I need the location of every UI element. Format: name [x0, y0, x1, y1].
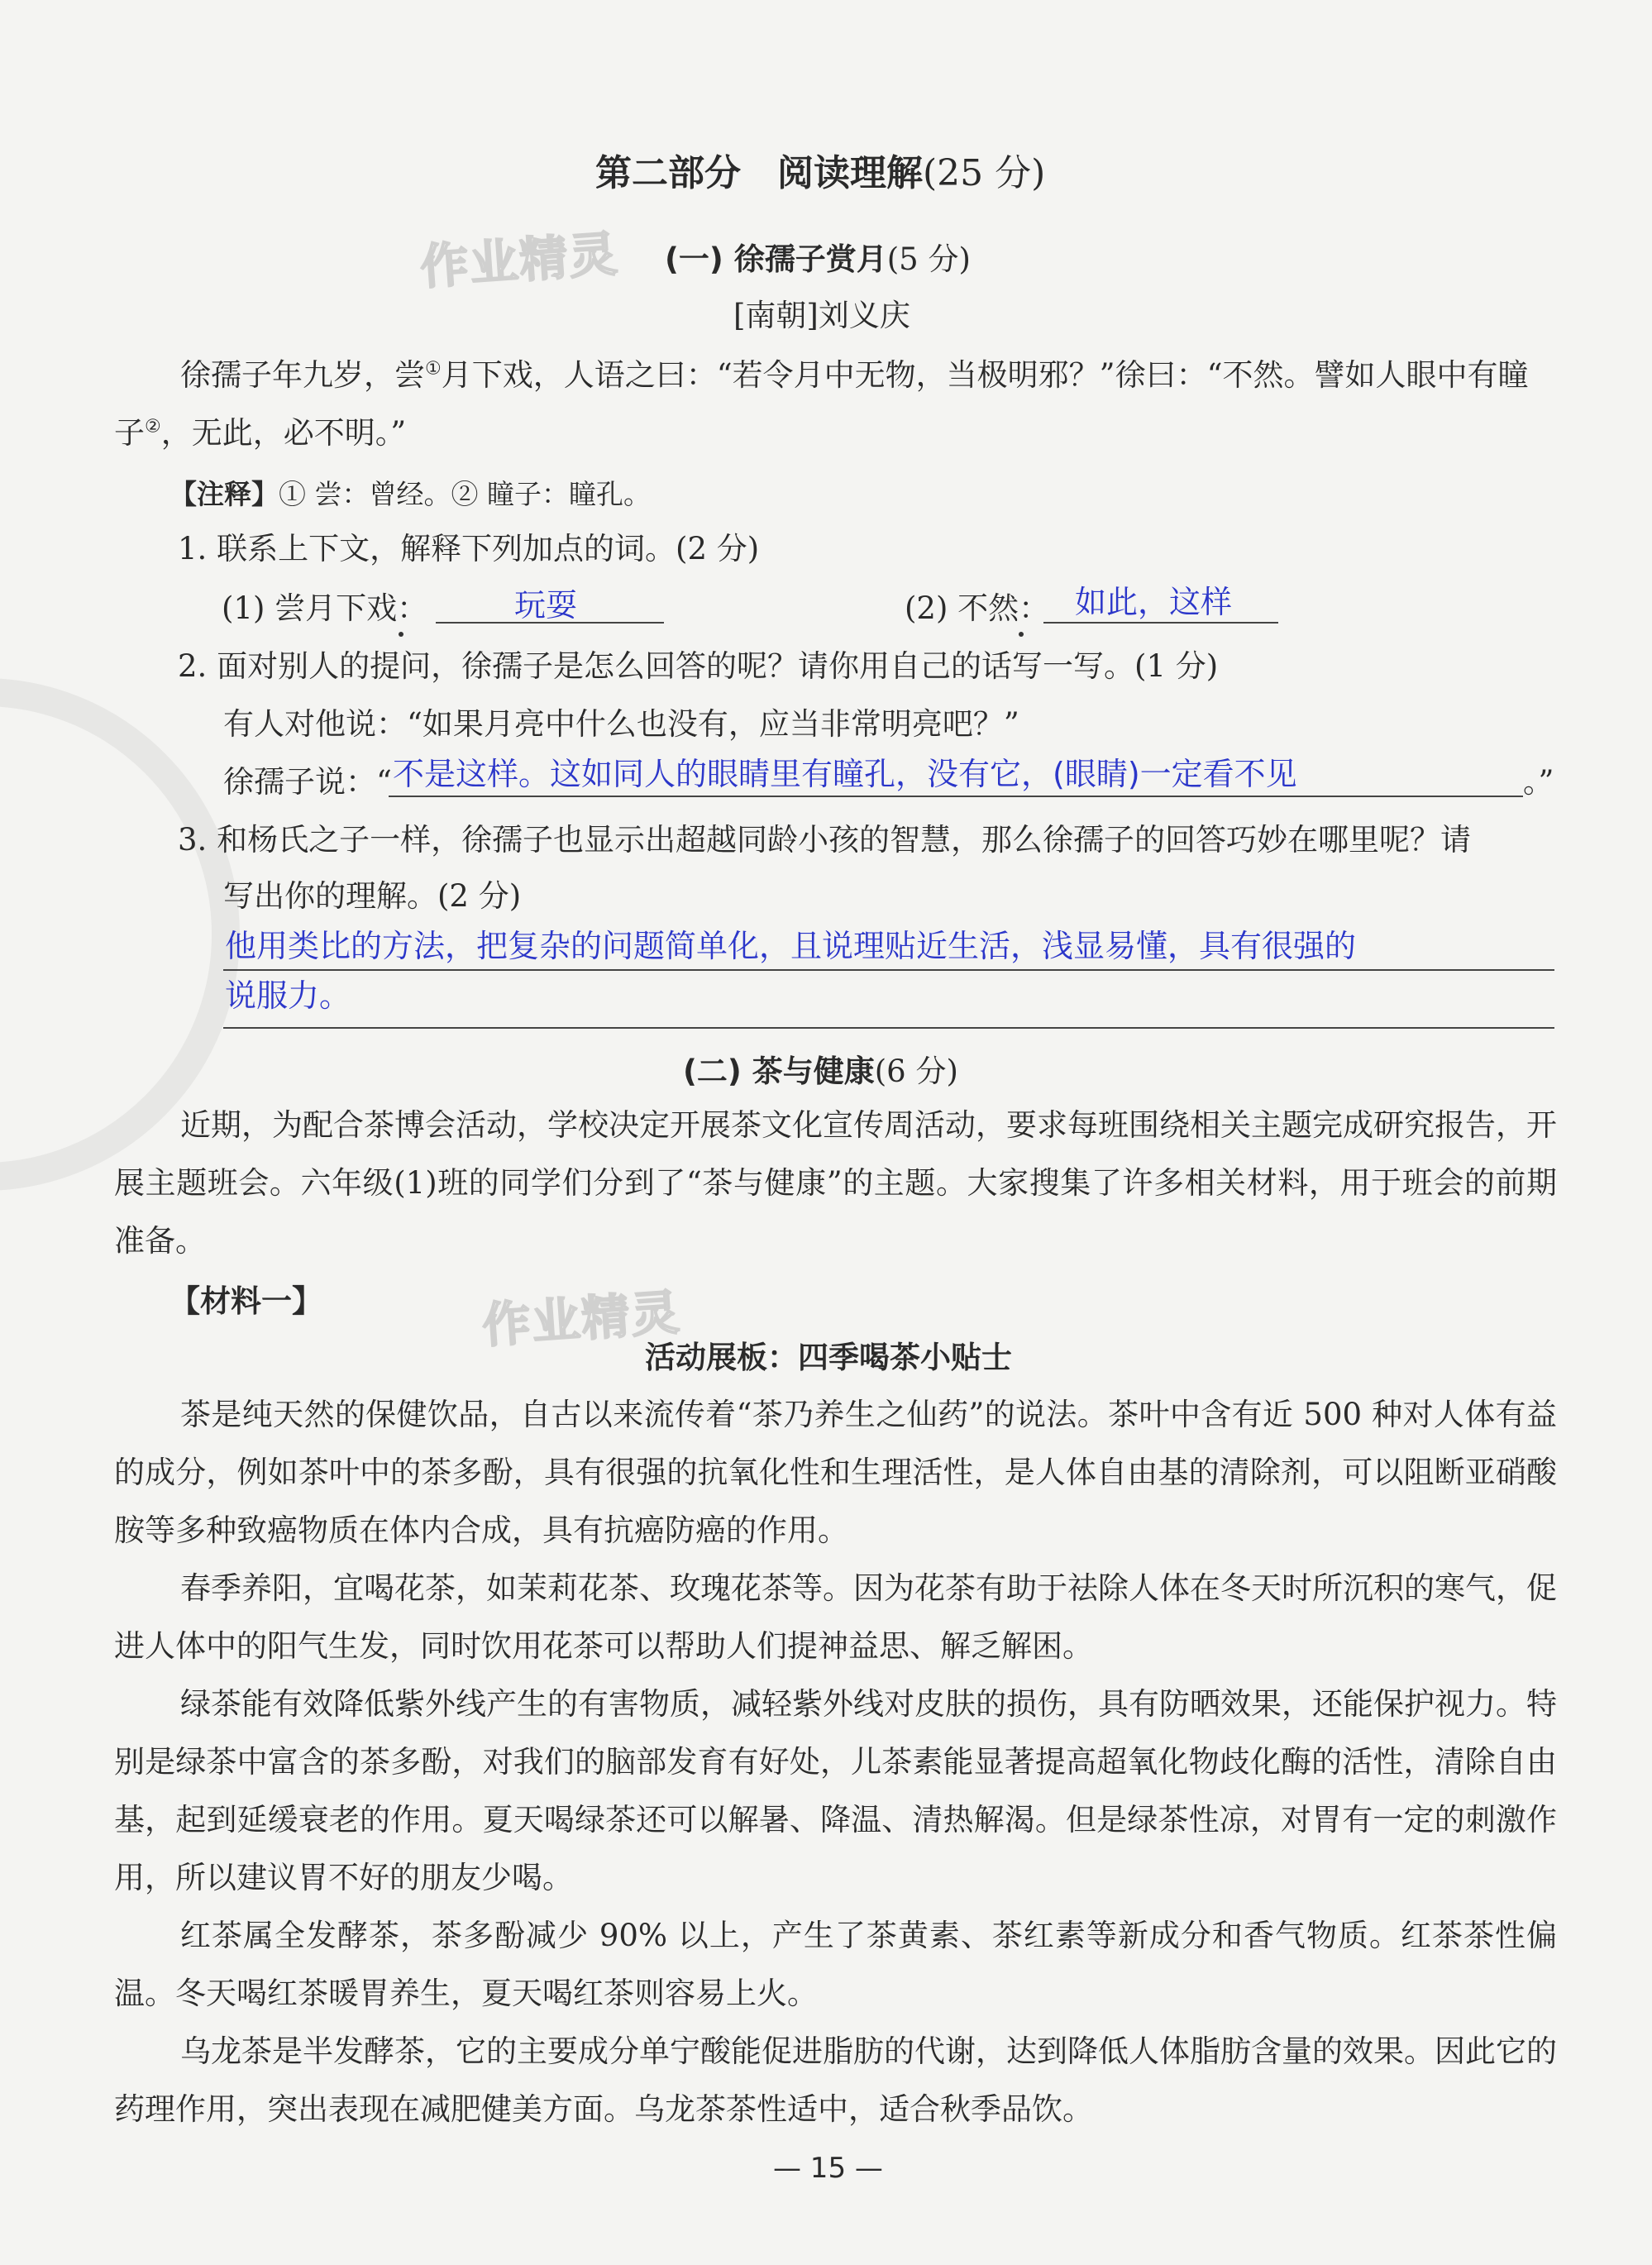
notes-label: 【注释】 [169, 478, 279, 510]
text-segment: 子 [114, 415, 145, 451]
q2-answer-end: 。” [1523, 764, 1554, 800]
section-title-text: 第二部分 阅读理解 [595, 152, 923, 194]
footnote-marker: ① [425, 358, 442, 380]
notes-text: ① 尝：曾经。② 瞳子：瞳孔。 [279, 478, 651, 510]
answer-line [389, 796, 1523, 797]
q2-answer: 不是这样。这如同人的眼睛里有瞳孔，没有它，(眼睛)一定看不见 [393, 756, 1297, 792]
reading1-score: (5 分) [886, 241, 971, 277]
q3-answer-line2: 说服力。 [225, 977, 351, 1014]
paragraph: 茶是纯天然的保健饮品，自古以来流传着“茶乃养生之仙药”的说法。茶叶中含有近 500 种对人体有益的成分，例如茶叶中的茶多酚，具有很强的抗氧化性和生理活性，是人体自由基的清除剂，可以阻断亚硝酸胺等多种致癌物质在体内合成，具有抗癌防癌的作用。 [114, 1397, 1557, 1548]
reading1-author: [南朝]刘义庆 [733, 298, 910, 333]
watermark: 作业精灵 [480, 1283, 683, 1355]
emphasis-dot [1019, 632, 1024, 637]
answer-line [1043, 622, 1278, 624]
q2-prompt-line: 有人对他说：“如果月亮中什么也没有，应当非常明亮吧？” [223, 706, 1019, 742]
board-title: 活动展板：四季喝茶小贴士 [645, 1340, 1012, 1375]
material-label: 【材料一】 [169, 1283, 322, 1319]
reading1-title [665, 240, 971, 280]
q1-b-label: (2) 不然： [905, 590, 1050, 626]
q2-answer-label: 徐孺子说：“ [223, 764, 392, 800]
text-segment: ，无此，必不明。” [160, 415, 407, 451]
text-segment: 徐孺子年九岁，尝 [180, 357, 425, 393]
reading1-text-line1 [180, 356, 1528, 395]
paragraph: 红茶属全发酵茶，茶多酚减少 90% 以上，产生了茶黄素、茶红素等新成分和香气物质。红茶茶性偏温。冬天喝红茶暖胃养生，夏天喝红茶则容易上火。 [114, 1918, 1557, 2011]
section-score: (25 分) [923, 152, 1046, 194]
reading2-title-text: (二) 茶与健康 [683, 1054, 875, 1089]
reading2-intro: 近期，为配合茶博会活动，学校决定开展茶文化宣传周活动，要求每班围绕相关主题完成研究报告，开展主题班会。六年级(1)班的同学们分到了“茶与健康”的主题。大家搜集了许多相关材料，用于班会的前期准备。 [114, 1107, 1557, 1259]
emphasis-dot [399, 632, 403, 637]
q3-answer-line1: 他用类比的方法，把复杂的问题简单化，且说理贴近生活，浅显易懂，具有很强的 [225, 928, 1357, 964]
section-title [595, 154, 1045, 194]
reading2-title [683, 1052, 958, 1092]
paragraph: 绿茶能有效降低紫外线产生的有害物质，减轻紫外线对皮肤的损伤，具有防晒效果，还能保护视力。特别是绿茶中富含的茶多酚，对我们的脑部发育有好处，儿茶素能显著提高超氧化物歧化酶的活性，清除自由基，起到延缓衰老的作用。夏天喝绿茶还可以解暑、降温、清热解渴。但是绿茶性凉，对胃有一定的刺激作用，所以建议胃不好的朋友少喝。 [114, 1686, 1557, 1895]
question-1: 1. 联系上下文，解释下列加点的词。(2 分) [178, 531, 760, 566]
watermark: 作业精灵 [418, 225, 621, 296]
paragraph: 春季养阳，宜喝花茶，如茉莉花茶、玫瑰花茶等。因为花茶有助于祛除人体在冬天时所沉积的寒气，促进人体中的阳气生发，同时饮用花茶可以帮助人们提神益思、解乏解困。 [114, 1570, 1557, 1664]
text-segment: 月下戏，人语之曰：“若令月中无物，当极明邪？”徐曰：“不然。譬如人眼中有瞳 [441, 357, 1529, 393]
answer-line [223, 969, 1554, 971]
answer-line [223, 1027, 1554, 1029]
footnote-marker: ② [145, 416, 161, 437]
reading1-text-line2 [114, 413, 406, 453]
reading1-title-text: (一) 徐孺子赏月 [665, 241, 887, 277]
question-2: 2. 面对别人的提问，徐孺子是怎么回答的呢？请你用自己的话写一写。(1 分) [178, 648, 1219, 684]
reading1-notes [169, 475, 651, 514]
paragraph: 乌龙茶是半发酵茶，它的主要成分单宁酸能促进脂肪的代谢，达到降低人体脂肪含量的效果。因此它的药理作用，突出表现在减肥健美方面。乌龙茶茶性适中，适合秋季品饮。 [114, 2033, 1557, 2127]
question-3-line1: 3. 和杨氏之子一样，徐孺子也显示出超越同龄小孩的智慧，那么徐孺子的回答巧妙在哪里呢？请 [178, 822, 1472, 858]
q1-a-answer: 玩耍 [514, 587, 578, 624]
q1-b-answer: 如此，这样 [1075, 584, 1233, 620]
question-3-line2: 写出你的理解。(2 分) [223, 878, 522, 914]
q1-a-label: (1) 尝月下戏： [222, 590, 428, 626]
reading2-score: (6 分) [874, 1054, 958, 1089]
page-number: — 15 — [773, 2152, 883, 2185]
